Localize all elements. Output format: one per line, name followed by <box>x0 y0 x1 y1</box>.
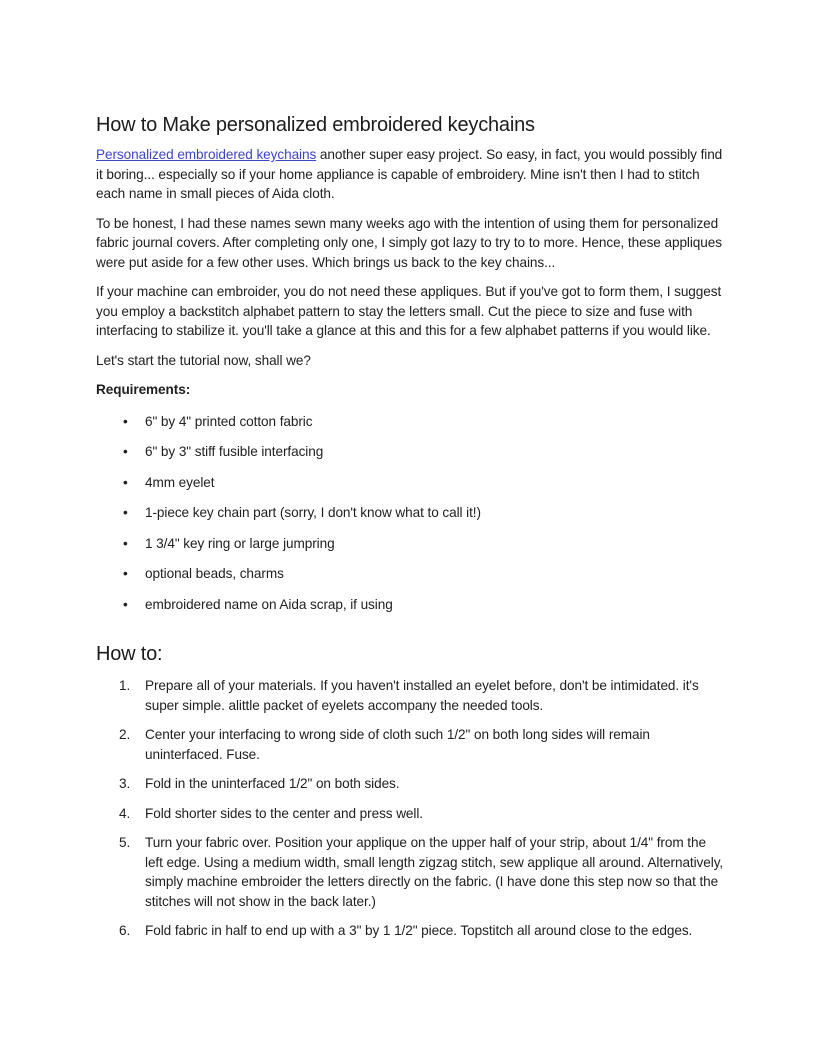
personalized-keychains-link[interactable]: Personalized embroidered keychains <box>96 147 317 162</box>
step-item <box>96 921 724 941</box>
step-number: 4. <box>119 805 131 821</box>
list-item <box>96 473 724 493</box>
list-item-text: 4mm eyelet <box>145 474 215 490</box>
step-text: Turn your fabric over. Position your applique on the upper half of your strip, about 1/4" from the left edge. Using a medium width, small length zigzag stitch, sew applique all around. Alternatively, simply machine embroider the letters directly on the fabric. (I have done this step now so that the stitches will not show in the back later.) <box>145 835 724 909</box>
intro-paragraph-3: If your machine can embroider, you do not need these appliques. But if you've got to form them, I suggest you employ a backstitch alphabet pattern to stay the letters small. Cut the piece to size and fuse with interfacing to stabilize it. you'll take a glance at this and this for a few alphabet patterns if you would like. <box>96 284 722 338</box>
step-number: 5. <box>119 835 131 850</box>
howto-heading: How to: <box>96 643 163 665</box>
page-title: How to Make personalized embroidered keychains <box>96 114 535 136</box>
step-text: Center your interfacing to wrong side of cloth such 1/2" on both long sides will remain uninterfaced. Fuse. <box>145 727 650 762</box>
step-number: 1. <box>119 678 131 693</box>
list-item-text: 6" by 4" printed cotton fabric <box>145 413 313 429</box>
bullet-icon: • <box>123 596 128 612</box>
bullet-icon: • <box>123 444 128 459</box>
list-item <box>96 412 724 432</box>
step-text: Fold shorter sides to the center and press well. <box>145 805 423 821</box>
bullet-icon: • <box>123 535 128 551</box>
bullet-icon: • <box>123 474 128 490</box>
step-text: Fold fabric in half to end up with a 3" by 1 1/2" piece. Topstitch all around close to the edges. <box>145 923 693 938</box>
list-item-text: 1-piece key chain part (sorry, I don't know what to call it!) <box>145 505 481 520</box>
requirements-heading: Requirements: <box>96 382 191 397</box>
intro-paragraph-4: Let's start the tutorial now, shall we? <box>96 352 311 368</box>
step-text: Fold in the uninterfaced 1/2" on both sides. <box>145 776 400 791</box>
step-item <box>96 833 724 911</box>
step-item <box>96 804 724 824</box>
step-number: 6. <box>119 923 131 938</box>
list-item-text: embroidered name on Aida scrap, if using <box>145 596 393 612</box>
bullet-icon: • <box>123 566 128 581</box>
list-item <box>96 595 724 615</box>
intro-paragraph-1-text: another super easy project. So easy, in fact, you would possibly find it boring... especially so if your home appliance is capable of embroidery. Mine isn't then I had to stitch each name in small pieces of Aida cloth. <box>96 147 723 201</box>
list-item <box>96 564 724 584</box>
step-item <box>96 774 724 794</box>
step-item <box>96 676 724 715</box>
list-item <box>96 503 724 523</box>
list-item-text: 1 3/4" key ring or large jumpring <box>145 535 335 551</box>
step-number: 2. <box>119 727 131 742</box>
intro-paragraph-2: To be honest, I had these names sewn many weeks ago with the intention of using them for personalized fabric journal covers. After completing only one, I simply got lazy to try to to more. Hence, these appliques were put aside for a few other uses. Which brings us back to the key chains... <box>96 215 722 270</box>
list-item-text: 6" by 3" stiff fusible interfacing <box>145 444 324 459</box>
list-item-text: optional beads, charms <box>145 566 284 581</box>
step-item <box>96 725 724 764</box>
requirements-list <box>96 412 724 615</box>
list-item <box>96 534 724 554</box>
howto-steps-list <box>96 676 724 941</box>
list-item <box>96 442 724 462</box>
step-number: 3. <box>119 776 131 791</box>
bullet-icon: • <box>123 505 128 520</box>
intro-paragraph-1 <box>96 145 724 204</box>
bullet-icon: • <box>123 413 128 429</box>
step-text: Prepare all of your materials. If you haven't installed an eyelet before, don't be intimidated. it's super simple. alittle packet of eyelets accompany the needed tools. <box>145 678 699 713</box>
